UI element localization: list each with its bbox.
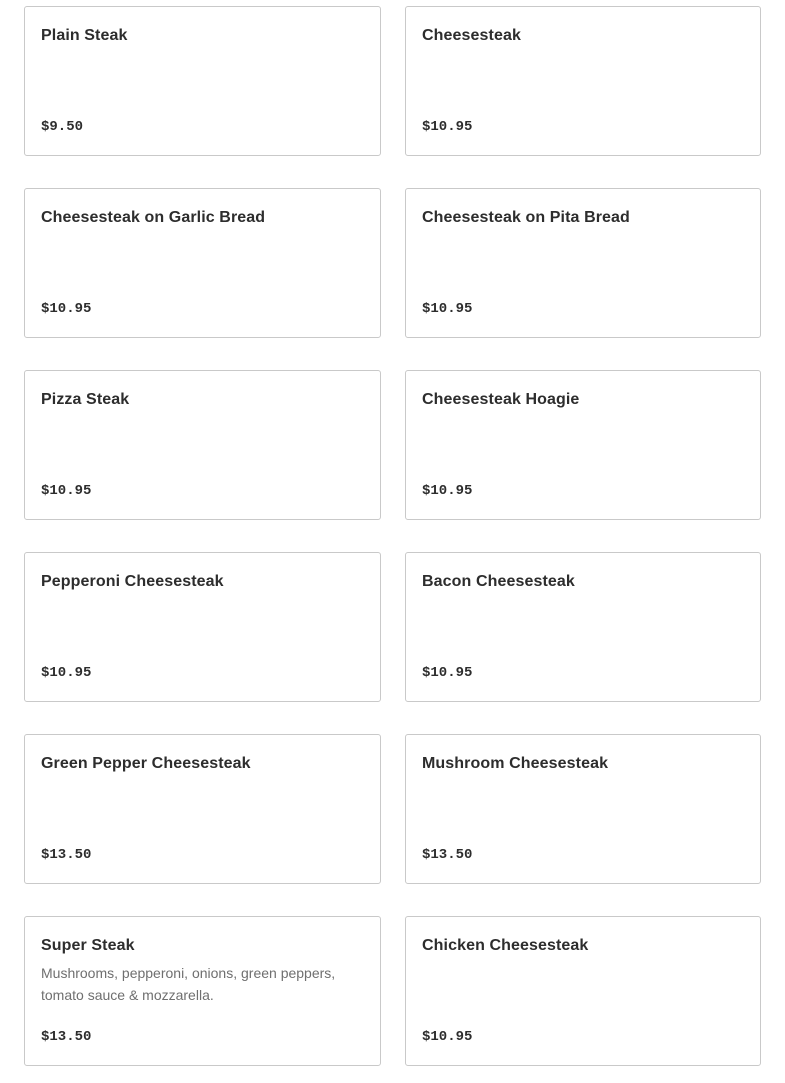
menu-item-card[interactable] (24, 188, 381, 338)
menu-item-name: Bacon Cheesesteak (422, 573, 575, 590)
menu-item-card[interactable] (405, 552, 761, 702)
menu-item-name: Cheesesteak (422, 27, 521, 44)
menu-item-card[interactable] (405, 370, 761, 520)
menu-item-card[interactable] (24, 370, 381, 520)
menu-item-name: Super Steak (41, 937, 135, 954)
menu-item-card[interactable] (24, 6, 381, 156)
menu-item-name: Pizza Steak (41, 391, 130, 408)
menu-item-name: Mushroom Cheesesteak (422, 755, 609, 772)
menu-item-name: Cheesesteak Hoagie (422, 391, 580, 408)
menu-item-name: Pepperoni Cheesesteak (41, 573, 224, 590)
menu-item-card[interactable] (405, 6, 761, 156)
menu-item-name: Cheesesteak on Garlic Bread (41, 209, 266, 226)
menu-item-price: $10.95 (41, 665, 92, 681)
menu-item-card[interactable] (24, 916, 381, 1066)
menu-item-price: $10.95 (422, 665, 473, 681)
menu-item-price: $10.95 (422, 1029, 473, 1045)
menu-item-name: Green Pepper Cheesesteak (41, 755, 251, 772)
menu-item-price: $10.95 (422, 483, 473, 499)
menu-item-price: $13.50 (41, 847, 92, 863)
menu-item-card[interactable] (405, 188, 761, 338)
menu-item-name: Chicken Cheesesteak (422, 937, 589, 954)
menu-item-card[interactable] (24, 552, 381, 702)
menu-item-price: $10.95 (422, 301, 473, 317)
menu-item-description: Mushrooms, pepperoni, onions, green peppers, tomato sauce & mozzarella. (41, 965, 336, 1003)
menu-item-price: $13.50 (41, 1029, 92, 1045)
menu-item-name: Plain Steak (41, 27, 128, 44)
menu-item-card[interactable] (405, 734, 761, 884)
menu-item-price: $13.50 (422, 847, 473, 863)
menu-item-grid (24, 6, 761, 1066)
menu-item-price: $10.95 (422, 119, 473, 135)
menu-item-card[interactable] (405, 916, 761, 1066)
menu-item-price: $10.95 (41, 483, 92, 499)
menu-item-price: $9.50 (41, 119, 84, 135)
menu-item-card[interactable] (24, 734, 381, 884)
menu-item-name: Cheesesteak on Pita Bread (422, 209, 630, 226)
menu-item-price: $10.95 (41, 301, 92, 317)
